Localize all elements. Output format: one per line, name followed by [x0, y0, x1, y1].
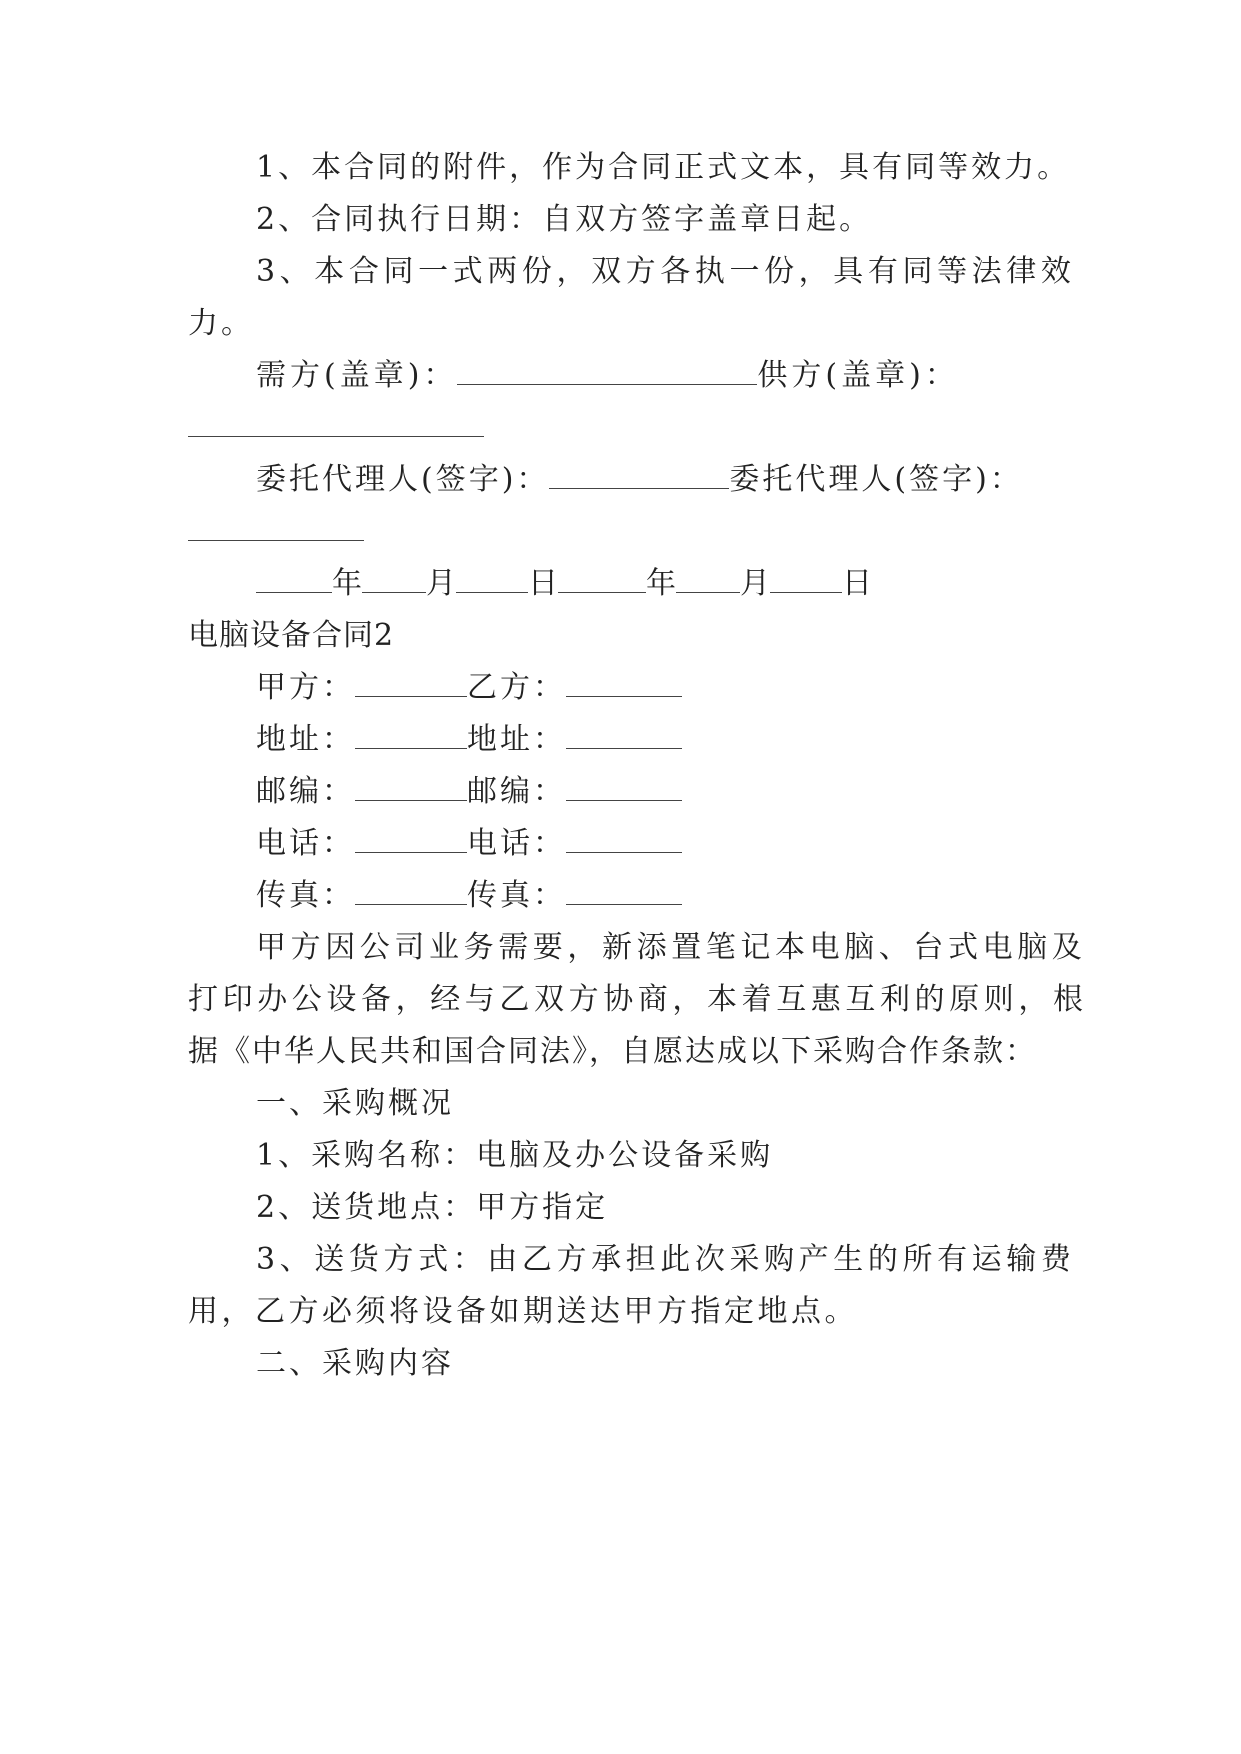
buyer-day-blank[interactable]	[456, 566, 528, 593]
postcode-b-label: 邮编：	[467, 774, 566, 809]
postcode-row	[256, 772, 682, 812]
supplier-year-label: 年	[646, 566, 676, 601]
party-b-blank[interactable]	[566, 670, 682, 697]
intro-line-2: 打印办公设备，经与乙双方协商，本着互惠互利的原则，根	[188, 982, 1088, 1017]
buyer-month-blank[interactable]	[362, 566, 426, 593]
agent-line	[256, 460, 1023, 500]
party-row	[256, 668, 682, 708]
postcode-b-blank[interactable]	[566, 774, 682, 801]
fax-row	[256, 876, 682, 916]
supplier-seal-label: 供方(盖章)：	[757, 358, 959, 393]
party-b-label: 乙方：	[467, 670, 566, 705]
item-delivery-location: 2、送货地点：甲方指定	[256, 1190, 609, 1225]
postcode-a-blank[interactable]	[355, 774, 467, 801]
phone-row	[256, 824, 682, 864]
phone-b-blank[interactable]	[566, 826, 682, 853]
phone-a-label: 电话：	[256, 826, 355, 861]
buyer-year-label: 年	[332, 566, 362, 601]
buyer-seal-blank[interactable]	[457, 358, 757, 385]
intro-line-3: 据《中华人民共和国合同法》，自愿达成以下采购合作条款：	[188, 1034, 1037, 1069]
buyer-agent-label: 委托代理人(签字)：	[256, 462, 550, 497]
supplier-year-blank[interactable]	[558, 566, 646, 593]
fax-a-blank[interactable]	[355, 878, 467, 905]
party-a-label: 甲方：	[256, 670, 355, 705]
fax-b-label: 传真：	[467, 878, 566, 913]
seal-line	[256, 356, 959, 396]
clause-3-line-1: 3、本合同一式两份，双方各执一份，具有同等法律效	[256, 254, 1076, 289]
address-b-label: 地址：	[467, 722, 566, 757]
fax-a-label: 传真：	[256, 878, 355, 913]
supplier-month-blank[interactable]	[676, 566, 740, 593]
buyer-month-label: 月	[426, 566, 456, 601]
intro-line-1: 甲方因公司业务需要，新添置笔记本电脑、台式电脑及	[256, 930, 1087, 965]
supplier-day-label: 日	[842, 566, 872, 601]
address-b-blank[interactable]	[566, 722, 682, 749]
supplier-day-blank[interactable]	[770, 566, 842, 593]
heading-procurement-content: 二、采购内容	[256, 1346, 454, 1381]
clause-3-line-2: 力。	[188, 306, 254, 341]
supplier-seal-blank[interactable]	[188, 436, 484, 437]
phone-b-label: 电话：	[467, 826, 566, 861]
clause-2: 2、合同执行日期：自双方签字盖章日起。	[256, 202, 873, 237]
address-a-label: 地址：	[256, 722, 355, 757]
heading-procurement-overview: 一、采购概况	[256, 1086, 454, 1121]
clause-1: 1、本合同的附件，作为合同正式文本，具有同等效力。	[256, 150, 1071, 185]
buyer-agent-blank[interactable]	[549, 462, 729, 489]
item-procurement-name: 1、采购名称：电脑及办公设备采购	[256, 1138, 774, 1173]
buyer-seal-label: 需方(盖章)：	[256, 358, 458, 393]
item-delivery-method-line-2: 用，乙方必须将设备如期送达甲方指定地点。	[188, 1294, 858, 1329]
address-row	[256, 720, 682, 760]
supplier-month-label: 月	[740, 566, 770, 601]
fax-b-blank[interactable]	[566, 878, 682, 905]
supplier-agent-label: 委托代理人(签字)：	[729, 462, 1023, 497]
postcode-a-label: 邮编：	[256, 774, 355, 809]
date-line	[256, 564, 872, 604]
item-delivery-method-line-1: 3、送货方式：由乙方承担此次采购产生的所有运输费	[256, 1242, 1076, 1277]
buyer-year-blank[interactable]	[256, 566, 332, 593]
phone-a-blank[interactable]	[355, 826, 467, 853]
buyer-day-label: 日	[528, 566, 558, 601]
party-a-blank[interactable]	[355, 670, 467, 697]
contract-title: 电脑设备合同2	[188, 618, 395, 653]
supplier-agent-blank[interactable]	[188, 540, 364, 541]
address-a-blank[interactable]	[355, 722, 467, 749]
